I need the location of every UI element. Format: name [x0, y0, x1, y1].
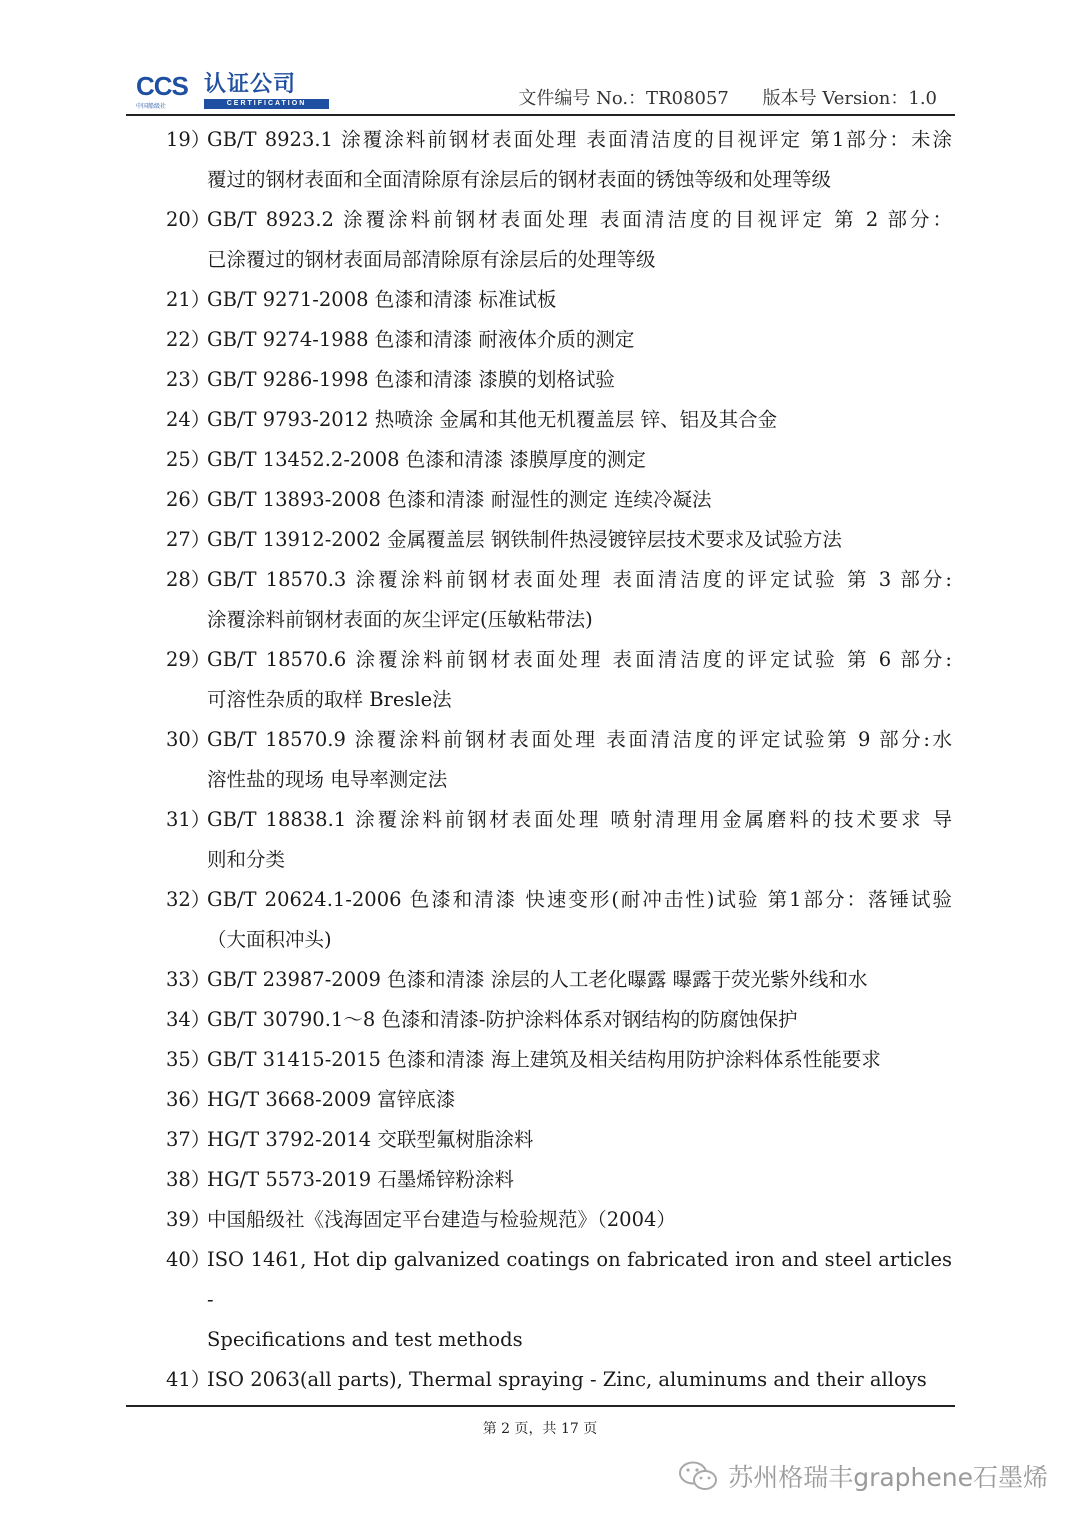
- reference-number: 26）: [166, 488, 211, 511]
- reference-number: 19）: [166, 128, 211, 151]
- reference-number: 20）: [166, 208, 211, 231]
- reference-text-continued: 则和分类: [207, 848, 286, 871]
- reference-item: [0, 880, 952, 960]
- reference-number: 21）: [166, 288, 211, 311]
- logo-sub-text: 中国船级社: [136, 103, 167, 110]
- reference-item: [0, 800, 952, 880]
- reference-text-continued: 溶性盐的现场 电导率测定法: [207, 768, 448, 791]
- reference-item: [0, 560, 952, 640]
- reference-number: 34）: [166, 1008, 211, 1031]
- logo-ccs-text: CCS: [136, 71, 188, 101]
- reference-text: HG/T 3792-2014 交联型氟树脂涂料: [207, 1128, 534, 1151]
- document-info: [518, 88, 937, 110]
- reference-item: [0, 640, 952, 720]
- reference-number: 24）: [166, 408, 211, 431]
- reference-text-continued: 覆过的钢材表面和全面清除原有涂层后的钢材表面的锈蚀等级和处理等级: [207, 168, 832, 191]
- reference-item: [0, 720, 952, 800]
- page-number: 第 2 页，共 17 页: [482, 1421, 598, 1437]
- reference-text-continued: 涂覆涂料前钢材表面的灰尘评定(压敏粘带法): [207, 608, 593, 631]
- reference-text: GB/T 18570.3 涂覆涂料前钢材表面处理 表面清洁度的评定试验 第 3 部分:: [207, 568, 952, 591]
- reference-item: [0, 1040, 952, 1080]
- wechat-icon: [678, 1460, 718, 1492]
- reference-text: GB/T 13912-2002 金属覆盖层 钢铁制件热浸镀锌层技术要求及试验方法: [207, 528, 842, 551]
- reference-text: ISO 2063(all parts), Thermal spraying - Zinc, aluminums and their alloys: [207, 1368, 927, 1391]
- reference-text-continued: 已涂覆过的钢材表面局部清除原有涂层后的处理等级: [207, 248, 656, 271]
- reference-number: 32）: [166, 888, 211, 911]
- reference-text: GB/T 18570.9 涂覆涂料前钢材表面处理 表面清洁度的评定试验第 9 部分:水: [207, 728, 952, 751]
- reference-text: 中国船级社《浅海固定平台建造与检验规范》（2004）: [207, 1208, 676, 1231]
- reference-item: [0, 1000, 952, 1040]
- reference-number: 38）: [166, 1168, 211, 1191]
- reference-number: 30）: [166, 728, 211, 751]
- ccs-certification-logo: [136, 72, 331, 110]
- reference-item: [0, 280, 952, 320]
- reference-text: HG/T 3668-2009 富锌底漆: [207, 1088, 456, 1111]
- reference-list: [0, 120, 1080, 1400]
- reference-item: [0, 400, 952, 440]
- reference-text: ISO 1461, Hot dip galvanized coatings on fabricated iron and steel articles -: [207, 1248, 952, 1311]
- footer-divider: [126, 1405, 955, 1407]
- reference-number: 41）: [166, 1368, 211, 1391]
- reference-text: GB/T 9274-1988 色漆和清漆 耐液体介质的测定: [207, 328, 635, 351]
- reference-number: 27）: [166, 528, 211, 551]
- reference-number: 29）: [166, 648, 211, 671]
- reference-number: 33）: [166, 968, 211, 991]
- reference-number: 36）: [166, 1088, 211, 1111]
- reference-number: 22）: [166, 328, 211, 351]
- watermark-text: 苏州格瑞丰graphene石墨烯: [728, 1463, 1048, 1492]
- reference-text: GB/T 13893-2008 色漆和清漆 耐湿性的测定 连续冷凝法: [207, 488, 712, 511]
- reference-item: [0, 120, 952, 200]
- page-header: [126, 70, 955, 116]
- logo-cn-text: 认证公司: [204, 72, 297, 97]
- reference-text: GB/T 30790.1～8 色漆和清漆-防护涂料体系对钢结构的防腐蚀保护: [207, 1008, 798, 1031]
- reference-item: [0, 480, 952, 520]
- document-version: 版本号 Version：1.0: [762, 88, 937, 109]
- reference-text-continued: 可溶性杂质的取样 Bresle法: [207, 688, 452, 711]
- reference-text: GB/T 18570.6 涂覆涂料前钢材表面处理 表面清洁度的评定试验 第 6 部分:: [207, 648, 952, 671]
- reference-item: [0, 1160, 952, 1200]
- reference-item: [0, 1360, 952, 1400]
- logo-en-text: CERTIFICATION: [204, 99, 329, 109]
- reference-number: 39）: [166, 1208, 211, 1231]
- reference-item: [0, 200, 952, 280]
- reference-text: GB/T 9793-2012 热喷涂 金属和其他无机覆盖层 锌、铝及其合金: [207, 408, 778, 431]
- reference-text: GB/T 18838.1 涂覆涂料前钢材表面处理 喷射清理用金属磨料的技术要求 导: [207, 808, 952, 831]
- reference-number: 37）: [166, 1128, 211, 1151]
- reference-text: GB/T 20624.1-2006 色漆和清漆 快速变形(耐冲击性)试验 第1部分：落锤试验: [207, 888, 952, 911]
- reference-item: [0, 360, 952, 400]
- reference-item: [0, 960, 952, 1000]
- reference-text: GB/T 8923.1 涂覆涂料前钢材表面处理 表面清洁度的目视评定 第1部分：未涂: [207, 128, 952, 151]
- reference-item: [0, 520, 952, 560]
- reference-text: HG/T 5573-2019 石墨烯锌粉涂料: [207, 1168, 514, 1191]
- reference-number: 25）: [166, 448, 211, 471]
- reference-text: GB/T 9271-2008 色漆和清漆 标准试板: [207, 288, 557, 311]
- reference-number: 40）: [166, 1248, 211, 1271]
- reference-number: 28）: [166, 568, 211, 591]
- reference-item: [0, 440, 952, 480]
- reference-text-continued: （大面积冲头): [207, 928, 332, 951]
- reference-text-continued: Specifications and test methods: [207, 1328, 523, 1351]
- reference-number: 23）: [166, 368, 211, 391]
- reference-number: 35）: [166, 1048, 211, 1071]
- reference-text: GB/T 9286-1998 色漆和清漆 漆膜的划格试验: [207, 368, 615, 391]
- reference-text: GB/T 23987-2009 色漆和清漆 涂层的人工老化曝露 曝露于荧光紫外线和水: [207, 968, 868, 991]
- reference-text: GB/T 31415-2015 色漆和清漆 海上建筑及相关结构用防护涂料体系性能要求: [207, 1048, 881, 1071]
- reference-text: GB/T 8923.2 涂覆涂料前钢材表面处理 表面清洁度的目视评定 第 2 部分：: [207, 208, 952, 231]
- document-number: 文件编号 No.：TR08057: [518, 88, 729, 109]
- reference-number: 31）: [166, 808, 211, 831]
- reference-item: [0, 1120, 952, 1160]
- reference-item: [0, 320, 952, 360]
- reference-item: [0, 1240, 952, 1360]
- reference-item: [0, 1200, 952, 1240]
- reference-item: [0, 1080, 952, 1120]
- reference-text: GB/T 13452.2-2008 色漆和清漆 漆膜厚度的测定: [207, 448, 646, 471]
- watermark: [678, 1458, 1048, 1494]
